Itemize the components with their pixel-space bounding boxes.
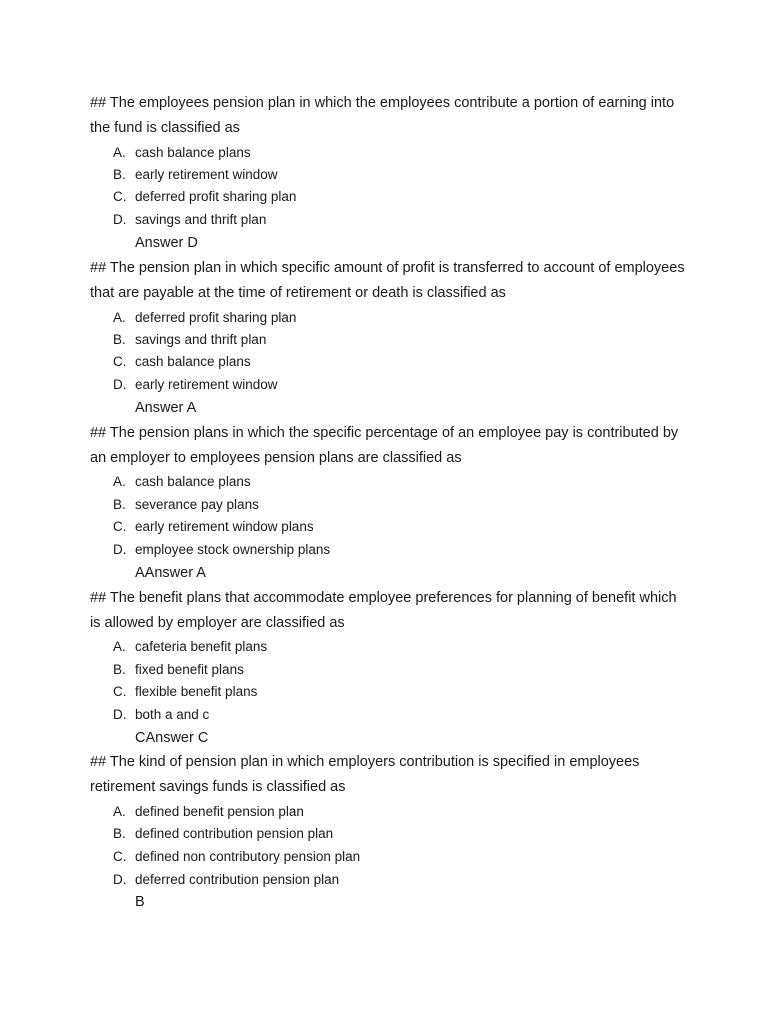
option-letter: B. — [113, 497, 126, 512]
question-2-stem: ## The pension plan in which specific amount of profit is transferred to account of employees that are payable at the time of retirement or death is classified as — [90, 260, 685, 301]
option-letter: A. — [113, 310, 126, 325]
option-text: deferred profit sharing plan — [135, 310, 297, 325]
option-text: cash balance plans — [135, 354, 251, 369]
question-2-answer: Answer A — [135, 400, 197, 416]
option-letter: C. — [113, 354, 127, 369]
option-text: deferred profit sharing plan — [135, 189, 297, 204]
option-text: defined non contributory pension plan — [135, 849, 361, 864]
option-text: defined benefit pension plan — [135, 804, 304, 819]
option-letter: D. — [113, 872, 127, 887]
option-letter: B. — [113, 826, 126, 841]
option-letter: A. — [113, 145, 126, 160]
option-letter: A. — [113, 804, 126, 819]
option-letter: A. — [113, 639, 126, 654]
option-text: fixed benefit plans — [135, 662, 244, 677]
option-letter: A. — [113, 474, 126, 489]
option-text: flexible benefit plans — [135, 684, 258, 699]
option-text: defined contribution pension plan — [135, 826, 334, 841]
option-text: early retirement window plans — [135, 519, 314, 534]
option-text: cash balance plans — [135, 474, 251, 489]
option-letter: C. — [113, 684, 127, 699]
question-4-answer: CAnswer C — [135, 730, 209, 746]
question-5-stem: ## The kind of pension plan in which employers contribution is specified in employees retirement savings funds is classified as — [90, 754, 640, 795]
option-letter: C. — [113, 189, 127, 204]
option-text: cash balance plans — [135, 145, 251, 160]
option-text: savings and thrift plan — [135, 212, 267, 227]
option-letter: B. — [113, 332, 126, 347]
option-letter: D. — [113, 212, 127, 227]
option-letter: B. — [113, 662, 126, 677]
option-text: early retirement window — [135, 167, 278, 182]
option-text: employee stock ownership plans — [135, 542, 331, 557]
option-text: severance pay plans — [135, 497, 259, 512]
option-letter: C. — [113, 519, 127, 534]
question-3-stem: ## The pension plans in which the specific percentage of an employee pay is contributed by an employer to employees pension plans are classified as — [90, 425, 679, 466]
question-3-answer: AAnswer A — [135, 565, 206, 581]
option-text: both a and c — [135, 707, 210, 722]
question-1-stem: ## The employees pension plan in which the employees contribute a portion of earning into the fund is classified as — [90, 95, 675, 136]
option-letter: D. — [113, 542, 127, 557]
option-letter: B. — [113, 167, 126, 182]
question-5-answer: B — [135, 894, 145, 910]
option-text: early retirement window — [135, 377, 278, 392]
option-letter: D. — [113, 377, 127, 392]
option-letter: C. — [113, 849, 127, 864]
question-4-stem: ## The benefit plans that accommodate employee preferences for planning of benefit which is allowed by employer are classified as — [90, 590, 677, 631]
option-text: cafeteria benefit plans — [135, 639, 268, 654]
question-1-answer: Answer D — [135, 235, 198, 251]
option-text: deferred contribution pension plan — [135, 872, 340, 887]
option-letter: D. — [113, 707, 127, 722]
option-text: savings and thrift plan — [135, 332, 267, 347]
